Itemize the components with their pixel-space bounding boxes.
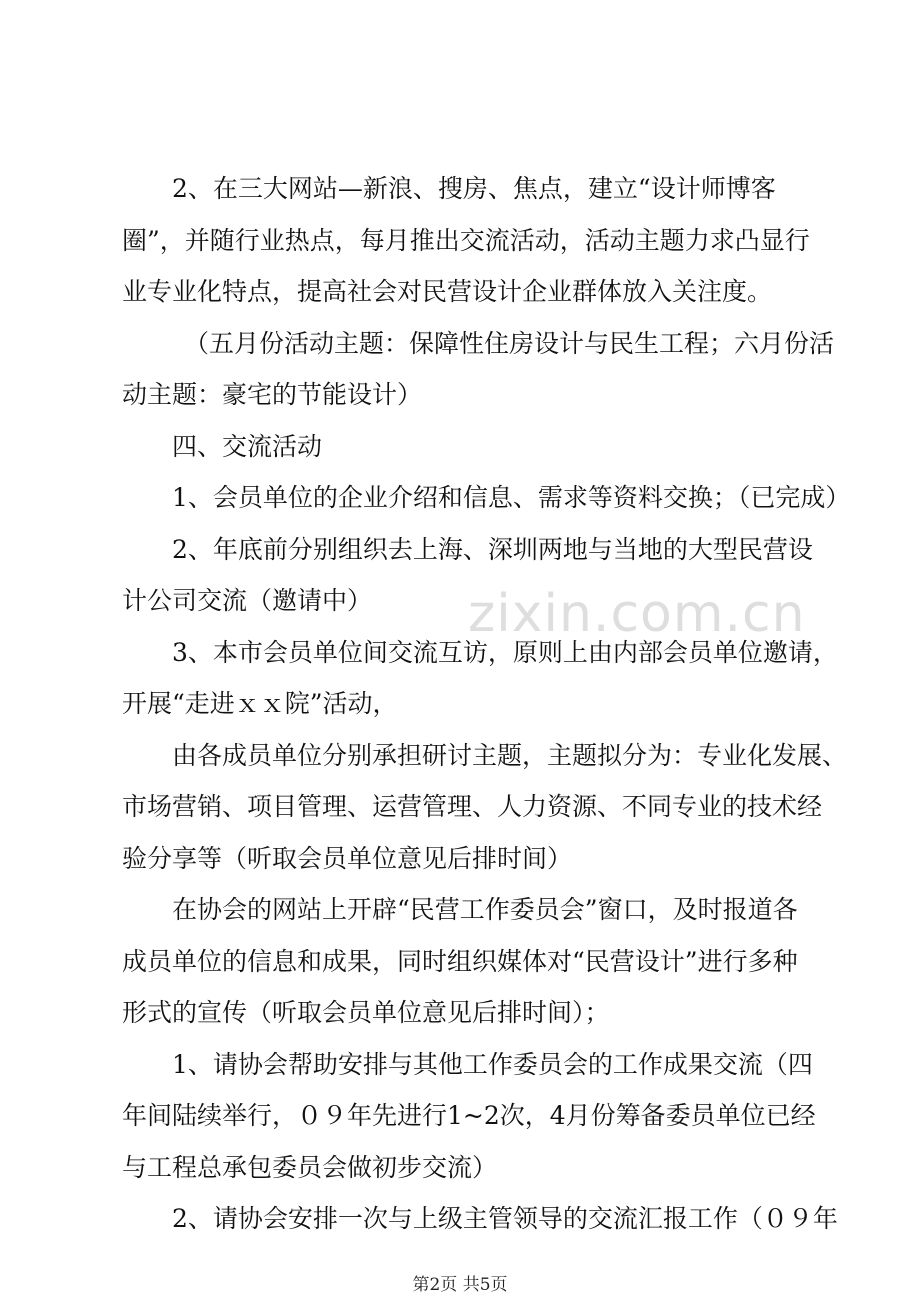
paragraph-line: 计公司交流（邀请中） [122, 586, 373, 615]
paragraph-line: 在协会的网站上开辟“民营工作委员会”窗口，及时报道各 [172, 895, 798, 924]
paragraph-line: 1、请协会帮助安排与其他工作委员会的工作成果交流（四 [172, 1049, 813, 1079]
paragraph-line: 形式的宣传（听取会员单位意见后排时间）； [122, 998, 610, 1027]
paragraph-line: 1、会员单位的企业介绍和信息、需求等资料交换；（已完成） [172, 483, 851, 512]
paragraph-line: 验分享等（听取会员单位意见后排时间） [122, 843, 573, 873]
paragraph-line: 成员单位的信息和成果，同时组织媒体对“民营设计”进行多种 [122, 946, 798, 976]
paragraph-line: 2、请协会安排一次与上级主管领导的交流汇报工作（０９年 [172, 1204, 838, 1233]
section-heading: 四、交流活动 [172, 431, 323, 461]
paragraph-line: 年间陆续举行，０９年先进行1~2次，4月份筹备委员单位已经 [122, 1101, 816, 1130]
watermark: zixin.com.cn [468, 584, 806, 644]
paragraph-line: 2、年底前分别组织去上海、深圳两地与当地的大型民营设 [172, 534, 813, 564]
paragraph-line: 市场营销、项目管理、运营管理、人力资源、不同专业的技术经 [122, 792, 823, 821]
page-footer: 第2页 共5页 [412, 1275, 508, 1295]
paragraph-line: 2、在三大网站—新浪、搜房、焦点，建立“设计师博客 [172, 174, 776, 203]
paragraph-line: 圈”，并随行业热点，每月推出交流活动，活动主题力求凸显行 [122, 225, 810, 255]
paragraph-line: 由各成员单位分别承担研讨主题，主题拟分为：专业化发展、 [172, 740, 848, 770]
paragraph-line: （五月份活动主题：保障性住房设计与民生工程；六月份活 [184, 328, 835, 358]
paragraph-line: 3、本市会员单位间交流互访，原则上由内部会员单位邀请， [172, 637, 838, 667]
paragraph-line: 动主题：豪宅的节能设计） [122, 380, 423, 409]
paragraph-line: 与工程总承包委员会做初步交流） [122, 1152, 498, 1182]
paragraph-line: 业专业化特点，提高社会对民营设计企业群体放入关注度。 [122, 277, 773, 306]
paragraph-line: 开展“走进ｘｘ院”活动， [122, 689, 398, 718]
